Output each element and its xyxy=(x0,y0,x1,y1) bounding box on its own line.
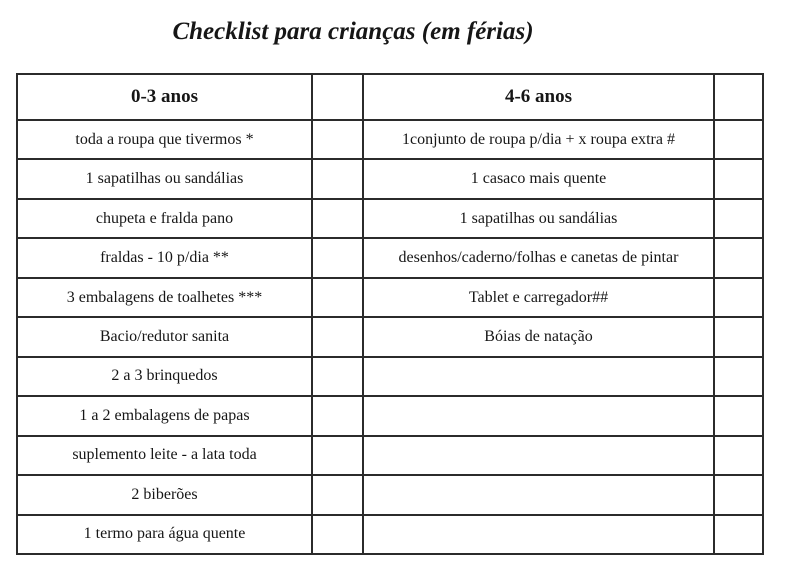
check-cell-0-3 xyxy=(312,396,363,435)
check-cell-0-3 xyxy=(312,278,363,317)
check-cell-0-3 xyxy=(312,159,363,198)
check-cell-4-6 xyxy=(714,238,763,277)
check-cell-0-3 xyxy=(312,199,363,238)
check-cell-4-6 xyxy=(714,396,763,435)
item-label-4-6: 1 casaco mais quente xyxy=(363,159,714,198)
check-cell-4-6 xyxy=(714,317,763,356)
checklist-header xyxy=(17,74,763,120)
table-row xyxy=(17,159,763,198)
page-title: Checklist para crianças (em férias) xyxy=(172,18,534,45)
item-label-0-3: 2 a 3 brinquedos xyxy=(17,357,312,396)
item-label-4-6: 1 sapatilhas ou sandálias xyxy=(363,199,714,238)
check-cell-0-3 xyxy=(312,317,363,356)
item-label-0-3: 2 biberões xyxy=(17,475,312,514)
check-cell-0-3 xyxy=(312,120,363,159)
table-row xyxy=(17,317,763,356)
table-row xyxy=(17,396,763,435)
checklist-table xyxy=(16,73,764,555)
check-cell-4-6 xyxy=(714,159,763,198)
item-label-0-3: 1 termo para água quente xyxy=(17,515,312,554)
check-cell-4-6 xyxy=(714,515,763,554)
table-row xyxy=(17,515,763,554)
item-label-0-3: toda a roupa que tivermos * xyxy=(17,120,312,159)
header-check-column-right xyxy=(714,74,763,120)
check-cell-0-3 xyxy=(312,357,363,396)
item-label-4-6 xyxy=(363,475,714,514)
table-row xyxy=(17,199,763,238)
check-cell-4-6 xyxy=(714,278,763,317)
table-row xyxy=(17,475,763,514)
header-age-4-6: 4-6 anos xyxy=(363,74,714,120)
item-label-0-3: suplemento leite - a lata toda xyxy=(17,436,312,475)
check-cell-0-3 xyxy=(312,515,363,554)
check-cell-4-6 xyxy=(714,199,763,238)
item-label-4-6: desenhos/caderno/folhas e canetas de pintar xyxy=(363,238,714,277)
item-label-4-6: Bóias de natação xyxy=(363,317,714,356)
item-label-4-6 xyxy=(363,396,714,435)
item-label-4-6 xyxy=(363,515,714,554)
check-cell-4-6 xyxy=(714,475,763,514)
item-label-0-3: 1 a 2 embalagens de papas xyxy=(17,396,312,435)
check-cell-4-6 xyxy=(714,357,763,396)
item-label-4-6 xyxy=(363,436,714,475)
check-cell-0-3 xyxy=(312,238,363,277)
header-check-column-left xyxy=(312,74,363,120)
item-label-0-3: Bacio/redutor sanita xyxy=(17,317,312,356)
check-cell-0-3 xyxy=(312,436,363,475)
item-label-0-3: 3 embalagens de toalhetes *** xyxy=(17,278,312,317)
item-label-4-6: 1conjunto de roupa p/dia + x roupa extra # xyxy=(363,120,714,159)
item-label-0-3: fraldas - 10 p/dia ** xyxy=(17,238,312,277)
header-age-0-3: 0-3 anos xyxy=(17,74,312,120)
table-row xyxy=(17,278,763,317)
check-cell-4-6 xyxy=(714,436,763,475)
check-cell-4-6 xyxy=(714,120,763,159)
item-label-4-6: Tablet e carregador## xyxy=(363,278,714,317)
header-row xyxy=(17,74,763,120)
table-row xyxy=(17,357,763,396)
table-row xyxy=(17,120,763,159)
table-row xyxy=(17,436,763,475)
check-cell-0-3 xyxy=(312,475,363,514)
item-label-0-3: chupeta e fralda pano xyxy=(17,199,312,238)
item-label-0-3: 1 sapatilhas ou sandálias xyxy=(17,159,312,198)
item-label-4-6 xyxy=(363,357,714,396)
checklist-body xyxy=(17,120,763,554)
table-row xyxy=(17,238,763,277)
